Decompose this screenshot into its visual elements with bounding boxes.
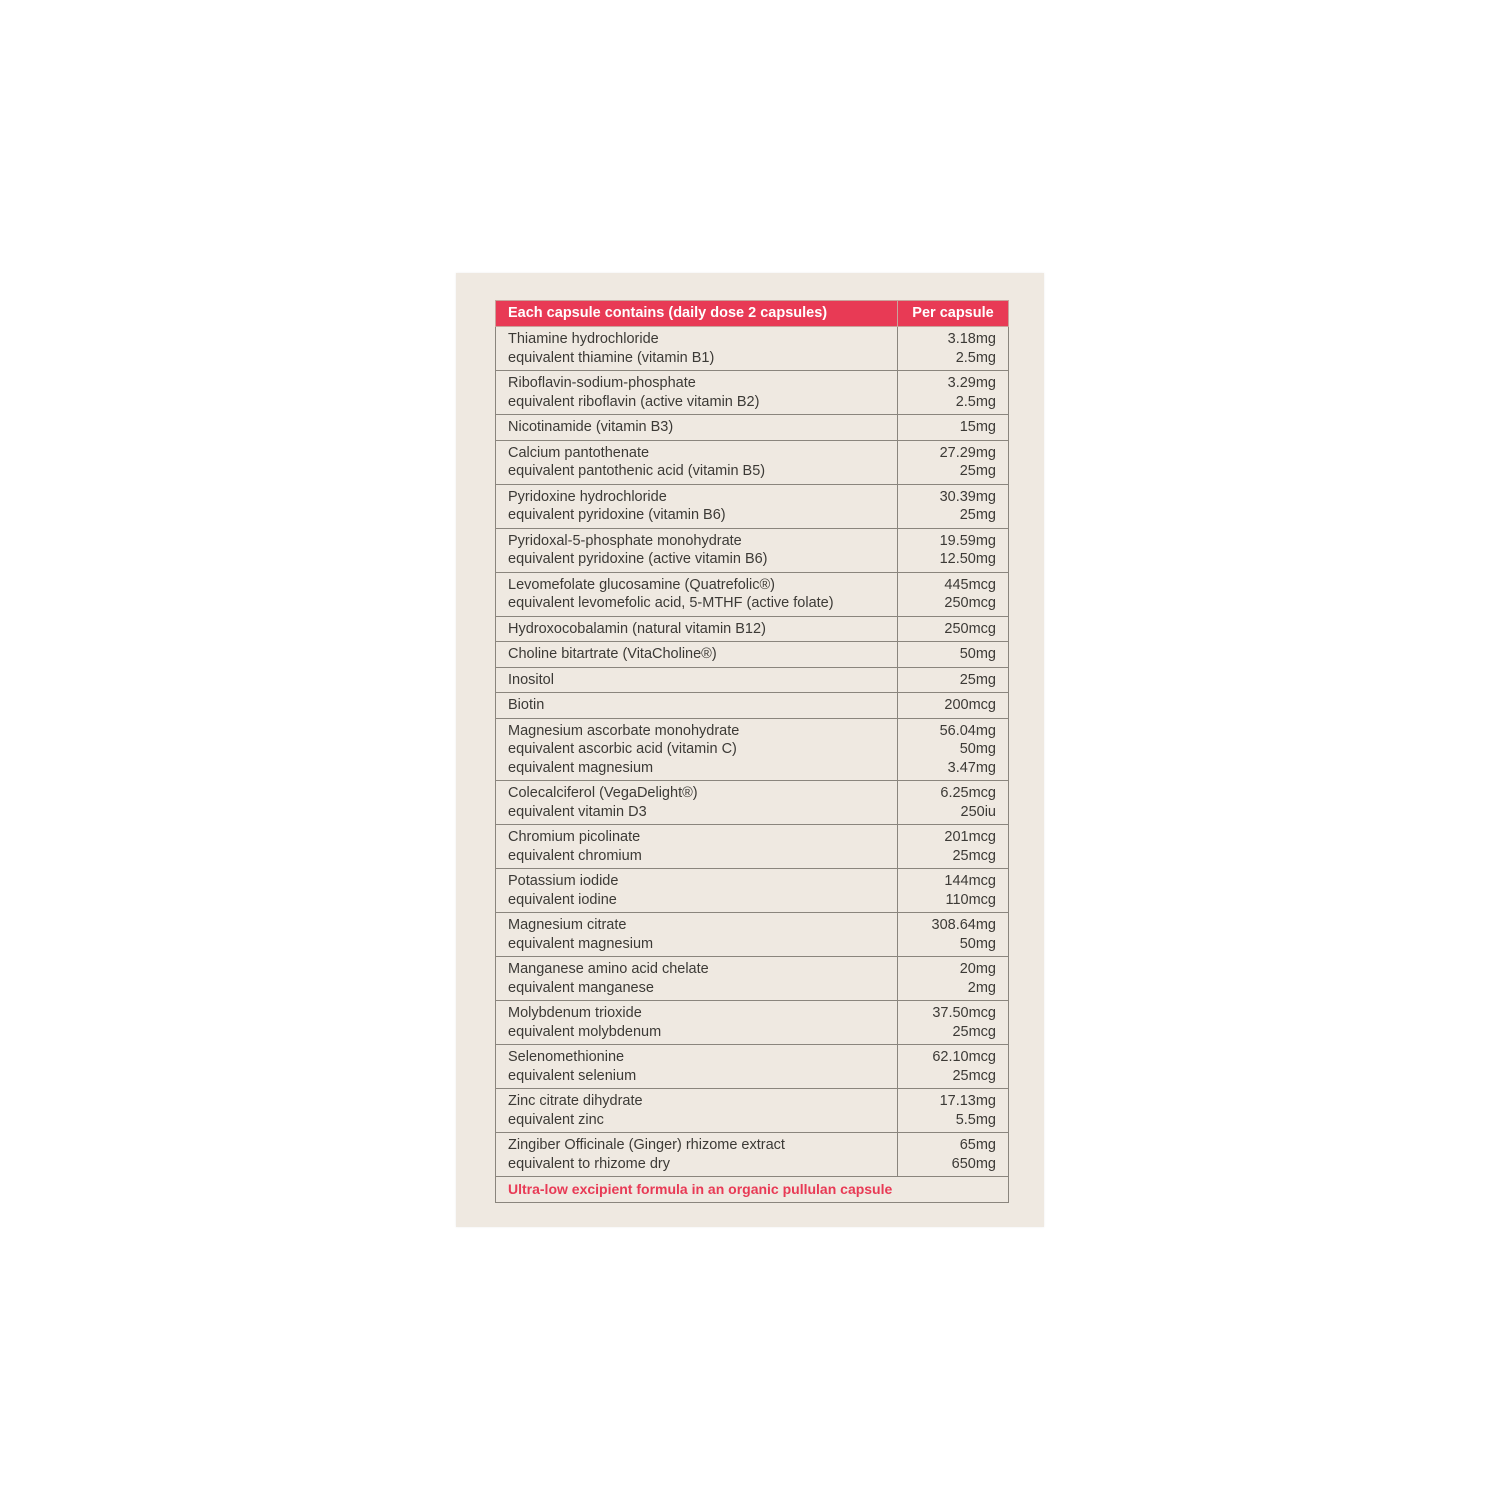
ingredient-cell (496, 371, 898, 415)
table-row (496, 616, 1009, 642)
supplement-facts-panel (456, 273, 1044, 1227)
table-header-row (496, 301, 1009, 327)
ingredient-cell (496, 913, 898, 957)
ingredient-line: Pyridoxine hydrochloride (508, 488, 667, 505)
ingredient-line: equivalent zinc (508, 1111, 604, 1128)
ingredient-cell (496, 781, 898, 825)
table-row (496, 869, 1009, 913)
formula-note: Ultra-low excipient formula in an organic pullulan capsule (496, 1177, 1009, 1203)
amount-cell (898, 371, 1009, 415)
amount-line: 15mg (959, 419, 996, 435)
amount-line: 5.5mg (955, 1111, 996, 1128)
ingredient-line: equivalent riboflavin (active vitamin B2) (508, 393, 760, 410)
ingredient-line: equivalent to rhizome dry (508, 1155, 670, 1172)
table-row (496, 693, 1009, 719)
amount-line: 201mcg (944, 829, 996, 845)
amount-cell (898, 1089, 1009, 1133)
ingredient-cell (496, 1089, 898, 1133)
ingredient-cell (496, 1045, 898, 1089)
amount-cell (898, 781, 1009, 825)
ingredient-column-header: Each capsule contains (daily dose 2 capsules) (496, 301, 898, 327)
ingredient-cell (496, 440, 898, 484)
ingredient-line: Biotin (508, 697, 545, 713)
amount-cell (898, 693, 1009, 719)
amount-cell (898, 825, 1009, 869)
ingredient-line: Chromium picolinate (508, 829, 641, 845)
table-row (496, 1001, 1009, 1045)
amount-line: 25mcg (952, 1067, 996, 1084)
ingredient-line: Thiamine hydrochloride (508, 331, 659, 347)
table-row (496, 1133, 1009, 1177)
ingredient-cell (496, 957, 898, 1001)
amount-cell (898, 1045, 1009, 1089)
amount-cell (898, 913, 1009, 957)
amount-line: 25mg (959, 463, 996, 479)
amount-line: 200mcg (944, 697, 996, 713)
ingredient-line: Levomefolate glucosamine (Quatrefolic®) (508, 576, 775, 593)
amount-cell (898, 484, 1009, 528)
ingredient-line: equivalent manganese (508, 979, 654, 996)
ingredient-line: Magnesium citrate (508, 917, 627, 933)
table-row (496, 484, 1009, 528)
ingredient-line: equivalent pantothenic acid (vitamin B5) (508, 463, 766, 479)
table-row (496, 327, 1009, 371)
amount-cell (898, 327, 1009, 371)
ingredient-line: Magnesium ascorbate monohydrate (508, 722, 740, 739)
amount-line: 2.5mg (955, 393, 996, 410)
amount-cell (898, 869, 1009, 913)
ingredient-line: Calcium pantothenate (508, 444, 650, 461)
ingredient-cell (496, 693, 898, 719)
amount-line: 62.10mcg (932, 1049, 996, 1065)
amount-line: 144mcg (944, 873, 996, 889)
table-row (496, 642, 1009, 668)
amount-line: 37.50mcg (932, 1005, 996, 1021)
ingredient-cell (496, 825, 898, 869)
ingredient-cell (496, 572, 898, 616)
table-row (496, 718, 1009, 781)
amount-line: 2mg (967, 979, 996, 996)
table-row (496, 415, 1009, 441)
supplement-facts-table (495, 300, 1009, 1203)
ingredient-line: equivalent magnesium (508, 759, 654, 776)
amount-column-header: Per capsule (898, 301, 1009, 327)
amount-cell (898, 1001, 1009, 1045)
ingredient-line: Zinc citrate dihydrate (508, 1093, 643, 1109)
ingredient-cell (496, 667, 898, 693)
ingredient-cell (496, 616, 898, 642)
ingredient-line: Hydroxocobalamin (natural vitamin B12) (508, 620, 766, 637)
amount-cell (898, 718, 1009, 781)
table-row (496, 371, 1009, 415)
amount-cell (898, 440, 1009, 484)
ingredient-line: Choline bitartrate (VitaCholine®) (508, 646, 717, 662)
ingredient-line: equivalent thiamine (vitamin B1) (508, 349, 715, 366)
ingredient-line: Potassium iodide (508, 873, 619, 889)
ingredient-line: equivalent ascorbic acid (vitamin C) (508, 741, 737, 757)
ingredient-line: Manganese amino acid chelate (508, 961, 709, 977)
ingredient-line: Colecalciferol (VegaDelight®) (508, 785, 698, 801)
table-row (496, 572, 1009, 616)
table-row (496, 957, 1009, 1001)
amount-line: 50mg (959, 935, 996, 952)
ingredient-cell (496, 642, 898, 668)
amount-line: 17.13mg (939, 1093, 996, 1109)
table-row (496, 440, 1009, 484)
amount-line: 12.50mg (939, 551, 996, 567)
amount-line: 3.29mg (947, 375, 996, 391)
ingredient-cell (496, 1001, 898, 1045)
amount-line: 19.59mg (939, 532, 996, 549)
table-row (496, 825, 1009, 869)
amount-line: 3.18mg (947, 331, 996, 347)
amount-line: 308.64mg (931, 917, 996, 933)
amount-line: 3.47mg (947, 759, 996, 776)
amount-cell (898, 572, 1009, 616)
amount-line: 25mcg (952, 1023, 996, 1040)
amount-line: 50mg (959, 646, 996, 662)
amount-line: 25mg (959, 507, 996, 523)
amount-line: 250iu (960, 803, 996, 820)
table-footer-row (496, 1177, 1009, 1203)
ingredient-line: Nicotinamide (vitamin B3) (508, 419, 674, 435)
ingredient-line: equivalent magnesium (508, 935, 654, 952)
amount-cell (898, 616, 1009, 642)
amount-line: 25mcg (952, 847, 996, 864)
ingredient-cell (496, 327, 898, 371)
ingredient-cell (496, 528, 898, 572)
ingredient-line: equivalent pyridoxine (vitamin B6) (508, 507, 726, 523)
amount-line: 6.25mcg (940, 785, 996, 801)
amount-line: 65mg (959, 1137, 996, 1153)
amount-line: 445mcg (944, 576, 996, 593)
ingredient-line: equivalent chromium (508, 847, 642, 864)
ingredient-cell (496, 415, 898, 441)
ingredient-line: Molybdenum trioxide (508, 1005, 642, 1021)
ingredient-line: equivalent levomefolic acid, 5-MTHF (active folate) (508, 595, 834, 611)
ingredient-line: Zingiber Officinale (Ginger) rhizome extract (508, 1137, 785, 1153)
table-row (496, 913, 1009, 957)
ingredient-line: equivalent vitamin D3 (508, 803, 647, 820)
amount-cell (898, 957, 1009, 1001)
amount-cell (898, 415, 1009, 441)
amount-line: 250mcg (944, 595, 996, 611)
amount-line: 2.5mg (955, 349, 996, 366)
amount-line: 20mg (959, 961, 996, 977)
ingredient-line: equivalent pyridoxine (active vitamin B6) (508, 551, 768, 567)
amount-cell (898, 667, 1009, 693)
ingredient-cell (496, 869, 898, 913)
ingredient-cell (496, 1133, 898, 1177)
amount-cell (898, 528, 1009, 572)
ingredient-line: Inositol (508, 671, 554, 688)
amount-line: 27.29mg (939, 444, 996, 461)
ingredient-cell (496, 718, 898, 781)
amount-line: 56.04mg (939, 722, 996, 739)
table-row (496, 781, 1009, 825)
ingredient-line: equivalent iodine (508, 891, 617, 908)
table-row (496, 528, 1009, 572)
table-row (496, 1045, 1009, 1089)
amount-cell (898, 642, 1009, 668)
ingredient-cell (496, 484, 898, 528)
amount-line: 110mcg (945, 891, 996, 908)
amount-line: 25mg (959, 671, 996, 688)
table-row (496, 1089, 1009, 1133)
ingredient-line: Riboflavin-sodium-phosphate (508, 375, 696, 391)
ingredient-line: Pyridoxal-5-phosphate monohydrate (508, 532, 742, 549)
table-row (496, 667, 1009, 693)
ingredient-line: equivalent selenium (508, 1067, 637, 1084)
amount-line: 30.39mg (939, 488, 996, 505)
amount-cell (898, 1133, 1009, 1177)
ingredient-line: equivalent molybdenum (508, 1023, 662, 1040)
ingredient-line: Selenomethionine (508, 1049, 625, 1065)
amount-line: 650mg (951, 1155, 996, 1172)
amount-line: 250mcg (944, 620, 996, 637)
amount-line: 50mg (959, 741, 996, 757)
